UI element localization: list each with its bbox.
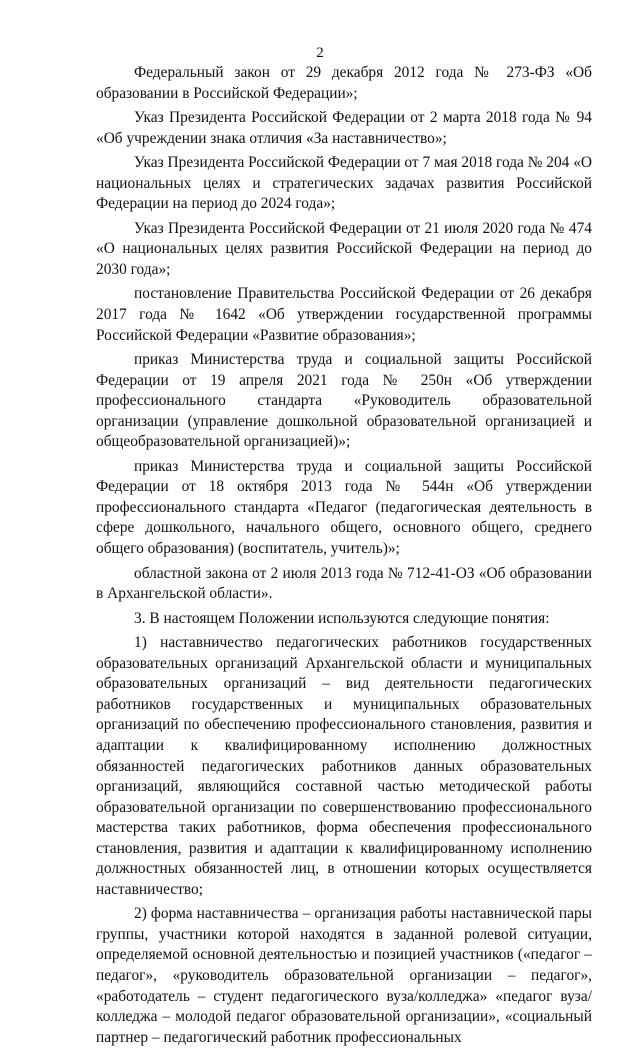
paragraph-law-273: Федеральный закон от 29 декабря 2012 года № 273-ФЗ «Об образовании в Российской Федерации»; [96,64,592,102]
paragraph-order-250n: приказ Министерства труда и социальной защиты Российской Федерации от 19 апреля 2021 года № 250н «Об утверждении профессионального стандарта «Руководитель образовательной организации (управление дошкольной образовательной организацией и общеобразовательной организацией)»; [96,351,592,451]
paragraph-section-3-heading: 3. В настоящем Положении используются следующие понятия: [134,609,550,627]
paragraph-definition-2: 2) форма наставничества – организация работы наставнической пары группы, участники которой находятся в заданной ролевой ситуации, определяемой основной деятельностью и позицией участников («педагог – педагог», «руководитель образовательной организации – педагог», «работодатель – студент педагогического вуза/колледжа» «педагог вуза/колледжа – молодой педагог образовательной организации», «социальный партнер – педагогический работник профессиональных [96,905,592,1046]
page-number: 2 [316,45,324,61]
paragraph-regional-law-712: областной закона от 2 июля 2013 года № 712-41-ОЗ «Об образовании в Архангельской области». [96,564,592,603]
paragraph-definition-1: 1) наставничество педагогических работников государственных образовательных организаций Архангельской области и муниципальных образовательных организаций – вид деятельности педагогических работников государственных и муниципальных образовательных организаций по обеспечению профессионального становления, развития и адаптации к квалифицированному исполнению должностных обязанностей педагогических работников данных образовательных организаций, являющийся составной частью методической работы образовательной организации по совершенствованию профессионального мастерства таких работников, форма обеспечения профессионального становления, развития и адаптации к квалифицированному исполнению должностных обязанностей лиц, в отношении которых осуществляется наставничество; [96,634,592,898]
paragraph-decree-94: Указ Президента Российской Федерации от 2 марта 2018 года № 94 «Об учреждении знака отличия «За наставничество»; [96,109,592,147]
paragraph-resolution-1642: постановление Правительства Российской Федерации от 26 декабря 2017 года № 1642 «Об утверждении государственной программы Российской Федерации «Развитие образования»; [96,285,592,344]
document-body [96,63,592,1048]
paragraph-order-544n: приказ Министерства труда и социальной защиты Российской Федерации от 18 октября 2013 года № 544н «Об утверждении профессионального стандарта «Педагог (педагогическая деятельность в сфере дошкольного, начального общего, основного общего, среднего общего образования) (воспитатель, учитель)»; [96,457,592,558]
paragraph-decree-474: Указ Президента Российской Федерации от 21 июля 2020 года № 474 «О национальных целях развития Российской Федерации на период до 2030 года»; [96,219,592,278]
paragraph-decree-204: Указ Президента Российской Федерации от 7 мая 2018 года № 204 «О национальных целях и стратегических задачах развития Российской Федерации на период до 2024 года»; [96,154,593,213]
